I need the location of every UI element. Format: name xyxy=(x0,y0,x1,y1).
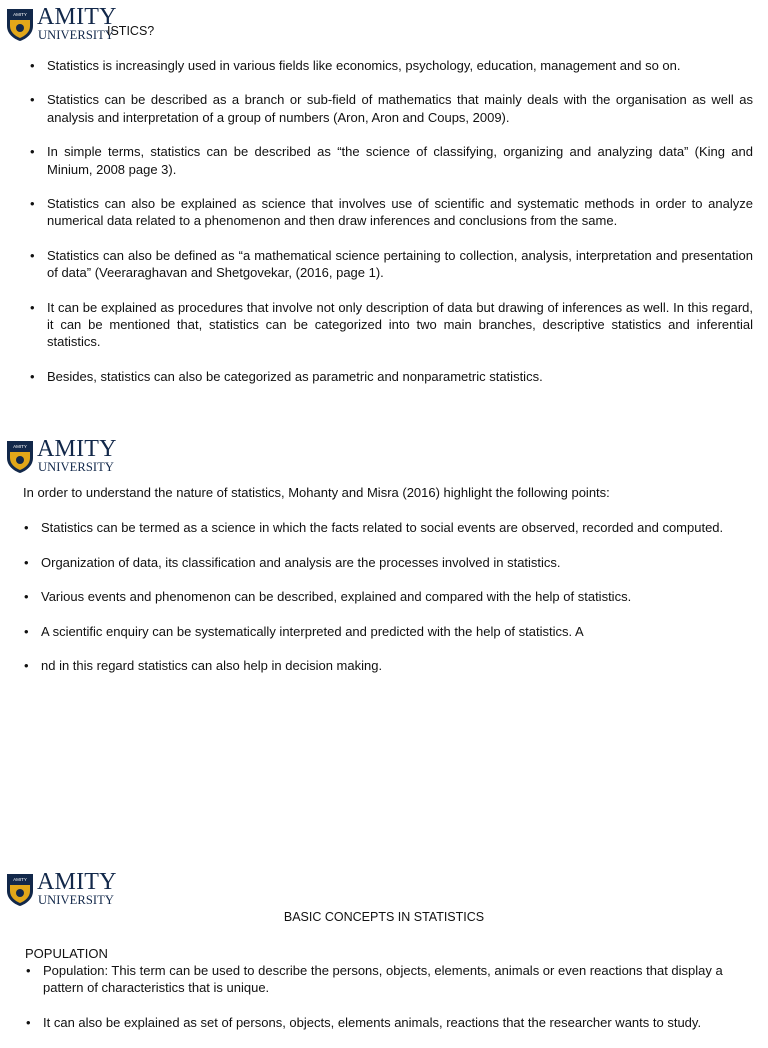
list-item: • Population: This term can be used to describe the persons, objects, elements, animals or even reactions that display a pattern of characteristics that is unique. xyxy=(43,962,743,997)
shield-text: AMITY xyxy=(13,444,27,449)
slide-title: BASIC CONCEPTS IN STATISTICS xyxy=(283,910,485,924)
bullet-list xyxy=(47,57,753,402)
logo-subtitle: UNIVERSITY xyxy=(38,28,114,42)
logo-brand: AMITY xyxy=(37,436,117,462)
shield-icon xyxy=(6,440,34,474)
list-item: • Organization of data, its classification and analysis are the processes involved in statistics. xyxy=(41,554,753,571)
shield-text: AMITY xyxy=(13,877,27,882)
list-item: • Besides, statistics can also be categorized as parametric and nonparametric statistics. xyxy=(47,368,753,385)
logo-subtitle: UNIVERSITY xyxy=(38,893,114,907)
section-label: POPULATION xyxy=(25,946,108,961)
bullet-list xyxy=(41,519,753,692)
list-item: • Various events and phenomenon can be described, explained and compared with the help of statistics. xyxy=(41,588,753,605)
intro-paragraph: In order to understand the nature of statistics, Mohanty and Misra (2016) highlight the following points: xyxy=(23,485,610,500)
amity-logo xyxy=(6,6,116,44)
list-item: • It can also be explained as set of persons, objects, elements animals, reactions that the researcher wants to study. xyxy=(43,1014,743,1031)
bullet-list xyxy=(43,962,743,1048)
shield-text: AMITY xyxy=(13,12,27,17)
list-item: • A scientific enquiry can be systematically interpreted and predicted with the help of statistics. A xyxy=(41,623,753,640)
list-item: • Statistics can be termed as a science in which the facts related to social events are observed, recorded and computed. xyxy=(41,519,753,536)
logo-brand: AMITY xyxy=(37,869,117,895)
logo-subtitle: UNIVERSITY xyxy=(38,460,114,474)
list-item: • Statistics can also be explained as science that involves use of scientific and systematic methods in order to analyze numerical data related to a phenomenon and then draw inferences and conclusions from the same. xyxy=(47,195,753,230)
amity-logo xyxy=(6,871,116,909)
shield-icon xyxy=(6,8,34,42)
amity-logo xyxy=(6,438,116,476)
list-item: • nd in this regard statistics can also help in decision making. xyxy=(41,657,753,674)
list-item: • It can be explained as procedures that involve not only description of data but drawing of inferences as well. In this regard, it can be mentioned that, statistics can be categorized into two main branches, descriptive statistics and inferential statistics. xyxy=(47,299,753,351)
shield-icon xyxy=(6,873,34,907)
list-item: • Statistics can be described as a branch or sub-field of mathematics that mainly deals with the organisation as well as analysis and interpretation of a group of numbers (Aron, Aron and Coups, 2009). xyxy=(47,91,753,126)
list-item: • Statistics is increasingly used in various fields like economics, psychology, education, management and so on. xyxy=(47,57,753,74)
list-item: • Statistics can also be defined as “a mathematical science pertaining to collection, analysis, interpretation and presentation of data” (Veeraraghavan and Shetgovekar, (2016, page 1). xyxy=(47,247,753,282)
slide-heading: ISTICS? xyxy=(107,24,155,38)
logo-brand: AMITY xyxy=(37,4,117,30)
list-item: • In simple terms, statistics can be described as “the science of classifying, organizing and analyzing data” (King and Minium, 2008 page 3). xyxy=(47,143,753,178)
